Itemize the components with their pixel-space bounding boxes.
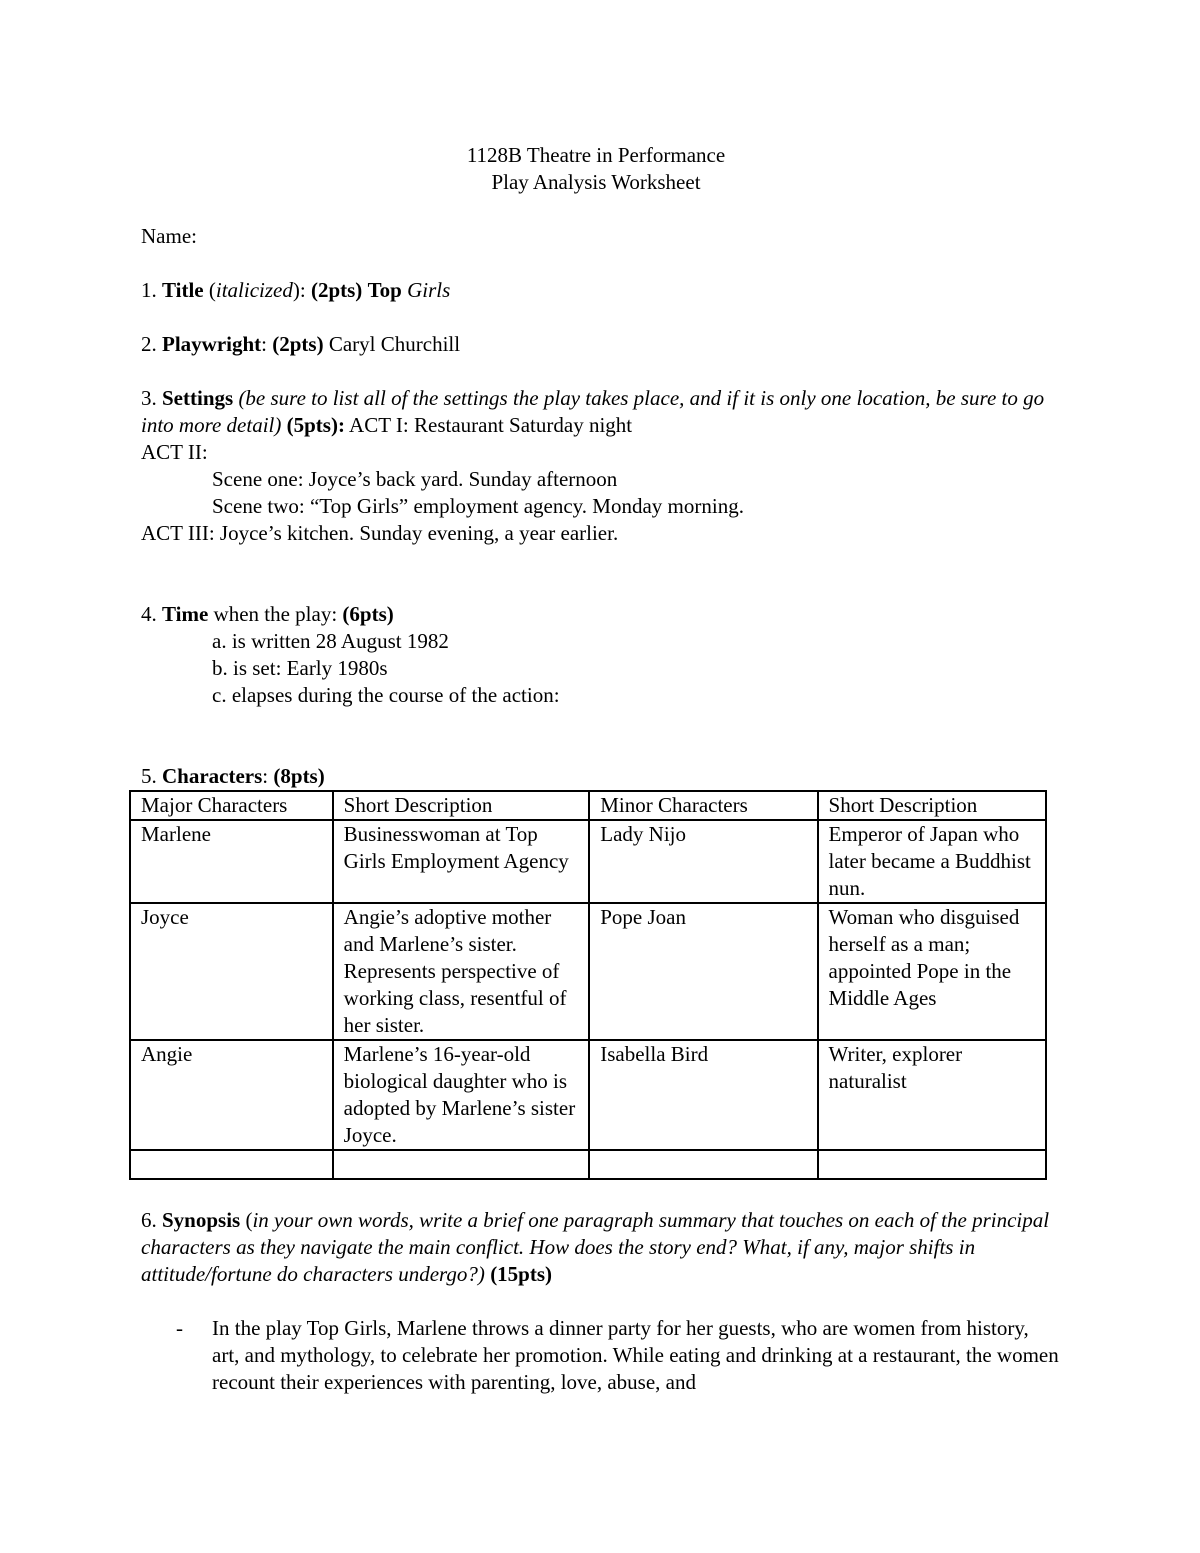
course-title: 1128B Theatre in Performance (466, 143, 726, 167)
worksheet-title: Play Analysis Worksheet (491, 170, 701, 194)
table-cell (818, 1150, 1046, 1179)
table-cell (589, 1150, 817, 1179)
title-answer: Girls (407, 278, 451, 302)
settings-act3: ACT III: Joyce’s kitchen. Sunday evening, a year earlier. (141, 521, 619, 545)
table-row (130, 1040, 1046, 1150)
table-cell: Marlene’s 16-year-old biological daughter who is adopted by Marlene’s sister Joyce. (333, 1040, 590, 1150)
table-cell: Isabella Bird (589, 1040, 817, 1150)
worksheet-page (141, 142, 1059, 1396)
synopsis-answer (141, 1315, 1061, 1396)
table-row-empty (130, 1150, 1046, 1179)
time-elapses: c. elapses during the course of the action: (212, 683, 560, 707)
table-cell: Angie (130, 1040, 333, 1150)
table-header: Minor Characters (589, 791, 817, 820)
question-3: 3. Settings (be sure to list all of the settings the play takes place, and if it is only one location, be sure to go into more detail) (5pts): ACT I: Restaurant Saturday night (141, 386, 1045, 437)
time-written: a. is written 28 August 1982 (212, 629, 449, 653)
question-5: 5. Characters: (8pts) (141, 764, 325, 788)
question-1: 1. Title (italicized): (2pts) Top Girls (141, 278, 451, 302)
table-cell: Lady Nijo (589, 820, 817, 903)
characters-table (129, 790, 1047, 1180)
question-6: 6. Synopsis (in your own words, write a brief one paragraph summary that touches on each of the principal characters as they navigate the main conflict. How does the story end? What, if any, major shifts in attitude/fortune do characters undergo?) (15pts) (141, 1208, 1050, 1286)
table-cell: Pope Joan (589, 903, 817, 1040)
table-row (130, 903, 1046, 1040)
table-cell: Angie’s adoptive mother and Marlene’s sister. Represents perspective of working class, resentful of her sister. (333, 903, 590, 1040)
table-header-row (130, 791, 1046, 820)
question-4: 4. Time when the play: (6pts) (141, 602, 394, 626)
settings-act2: ACT II: (141, 440, 208, 464)
table-cell: Writer, explorer naturalist (818, 1040, 1046, 1150)
name-label: Name: (141, 224, 197, 248)
bullet-dash: - (176, 1316, 183, 1340)
synopsis-text: In the play Top Girls, Marlene throws a dinner party for her guests, who are women from history, art, and mythology, to celebrate her promotion. While eating and drinking at a restaurant, the women recount their experiences with parenting, love, abuse, and (212, 1316, 1059, 1394)
table-cell: Businesswoman at Top Girls Employment Agency (333, 820, 590, 903)
table-cell (130, 1150, 333, 1179)
playwright-answer: Caryl Churchill (328, 332, 461, 356)
time-set: b. is set: Early 1980s (212, 656, 388, 680)
table-header: Major Characters (130, 791, 333, 820)
table-cell: Woman who disguised herself as a man; appointed Pope in the Middle Ages (818, 903, 1046, 1040)
table-cell: Joyce (130, 903, 333, 1040)
table-cell: Emperor of Japan who later became a Buddhist nun. (818, 820, 1046, 903)
table-header: Short Description (333, 791, 590, 820)
question-2: 2. Playwright: (2pts) Caryl Churchill (141, 332, 461, 356)
settings-scene2: Scene two: “Top Girls” employment agency. Monday morning. (212, 494, 744, 518)
table-header: Short Description (818, 791, 1046, 820)
table-row (130, 820, 1046, 903)
table-cell: Marlene (130, 820, 333, 903)
table-cell (333, 1150, 590, 1179)
settings-scene1: Scene one: Joyce’s back yard. Sunday afternoon (212, 467, 618, 491)
